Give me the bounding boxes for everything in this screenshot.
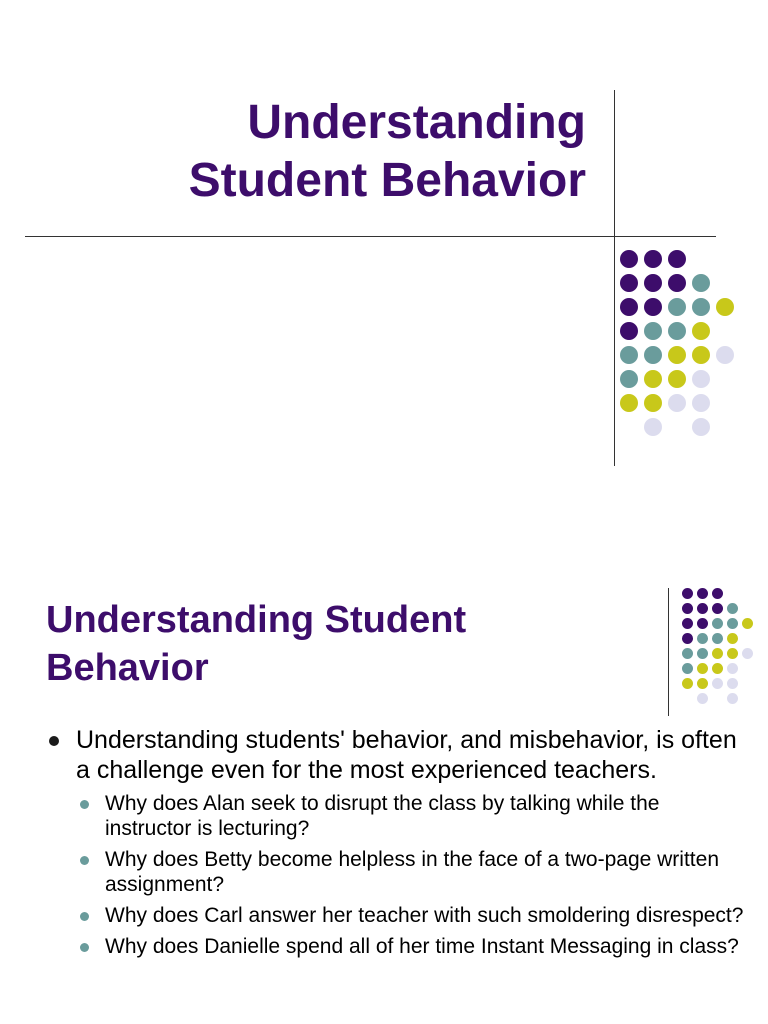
decor-dot xyxy=(712,633,723,644)
decor-dot xyxy=(697,678,708,689)
slide1-horizontal-divider xyxy=(25,236,716,237)
decor-dot xyxy=(727,693,738,704)
decor-dot xyxy=(727,663,738,674)
sub-bullet-list xyxy=(46,791,746,959)
decor-dot xyxy=(644,370,662,388)
decor-dot xyxy=(620,322,638,340)
decor-dot xyxy=(668,346,686,364)
decor-dot xyxy=(727,603,738,614)
decor-dot xyxy=(682,618,693,629)
decor-dot xyxy=(644,274,662,292)
decor-dot xyxy=(692,274,710,292)
decor-dot xyxy=(712,603,723,614)
decor-dot xyxy=(692,418,710,436)
decor-dot xyxy=(697,603,708,614)
sub-bullet-text: Why does Alan seek to disrupt the class by talking while the instructor is lecturing? xyxy=(105,792,660,840)
decor-dot xyxy=(692,394,710,412)
decor-dot xyxy=(644,250,662,268)
decor-dot xyxy=(742,648,753,659)
slide1-title xyxy=(189,94,586,210)
decor-dot xyxy=(620,298,638,316)
decor-dot xyxy=(620,274,638,292)
slide1-vertical-divider xyxy=(614,90,615,466)
slide2-body xyxy=(46,725,746,965)
decor-dot xyxy=(682,603,693,614)
decor-dot xyxy=(712,663,723,674)
decor-dot xyxy=(644,322,662,340)
decor-dot xyxy=(682,633,693,644)
decor-dot xyxy=(697,663,708,674)
dot-grid-icon xyxy=(682,588,762,698)
decor-dot xyxy=(644,418,662,436)
decor-dot xyxy=(682,588,693,599)
sub-bullet-text: Why does Betty become helpless in the face of a two-page written assignment? xyxy=(105,848,719,896)
decor-dot xyxy=(727,678,738,689)
sub-bullet-dot-icon xyxy=(80,800,89,809)
decor-dot xyxy=(682,678,693,689)
decor-dot xyxy=(644,298,662,316)
main-bullet xyxy=(46,725,746,785)
content-slide xyxy=(0,512,768,1024)
sub-bullet-dot-icon xyxy=(80,943,89,952)
decor-dot xyxy=(644,394,662,412)
decor-dot xyxy=(697,588,708,599)
decor-dot xyxy=(727,618,738,629)
decor-dot xyxy=(692,298,710,316)
decor-dot xyxy=(697,633,708,644)
slide2-title: Understanding Student Behavior xyxy=(46,599,467,689)
slide1-title-line1: Understanding xyxy=(247,96,586,149)
sub-bullet xyxy=(46,791,746,841)
slide1-title-line2: Student Behavior xyxy=(188,154,586,207)
decor-dot xyxy=(716,298,734,316)
decor-dot xyxy=(620,394,638,412)
decor-dot xyxy=(712,618,723,629)
decor-dot xyxy=(620,250,638,268)
decor-dot xyxy=(697,648,708,659)
decor-dot xyxy=(697,618,708,629)
decor-dot xyxy=(682,648,693,659)
main-bullet-text: Understanding students' behavior, and misbehavior, is often a challenge even for the most experienced teachers. xyxy=(76,726,737,784)
dot-grid-icon xyxy=(620,250,750,440)
decor-dot xyxy=(668,370,686,388)
decor-dot xyxy=(668,322,686,340)
decor-dot xyxy=(620,370,638,388)
sub-bullet xyxy=(46,903,746,928)
bullet-dot-icon xyxy=(49,736,59,746)
decor-dot xyxy=(668,250,686,268)
sub-bullet xyxy=(46,934,746,959)
decor-dot xyxy=(727,633,738,644)
sub-bullet xyxy=(46,847,746,897)
sub-bullet-text: Why does Carl answer her teacher with such smoldering disrespect? xyxy=(105,904,744,927)
decor-dot xyxy=(620,346,638,364)
sub-bullet-dot-icon xyxy=(80,912,89,921)
decor-dot xyxy=(692,322,710,340)
sub-bullet-dot-icon xyxy=(80,856,89,865)
sub-bullet-text: Why does Danielle spend all of her time Instant Messaging in class? xyxy=(105,935,739,958)
decor-dot xyxy=(712,678,723,689)
decor-dot xyxy=(742,618,753,629)
decor-dot xyxy=(644,346,662,364)
decor-dot xyxy=(668,274,686,292)
decor-dot xyxy=(668,298,686,316)
decor-dot xyxy=(716,346,734,364)
slide2-vertical-divider xyxy=(668,588,669,716)
decor-dot xyxy=(712,648,723,659)
decor-dot xyxy=(697,693,708,704)
decor-dot xyxy=(712,588,723,599)
decor-dot xyxy=(692,370,710,388)
decor-dot xyxy=(727,648,738,659)
decor-dot xyxy=(692,346,710,364)
decor-dot xyxy=(668,394,686,412)
decor-dot xyxy=(682,663,693,674)
